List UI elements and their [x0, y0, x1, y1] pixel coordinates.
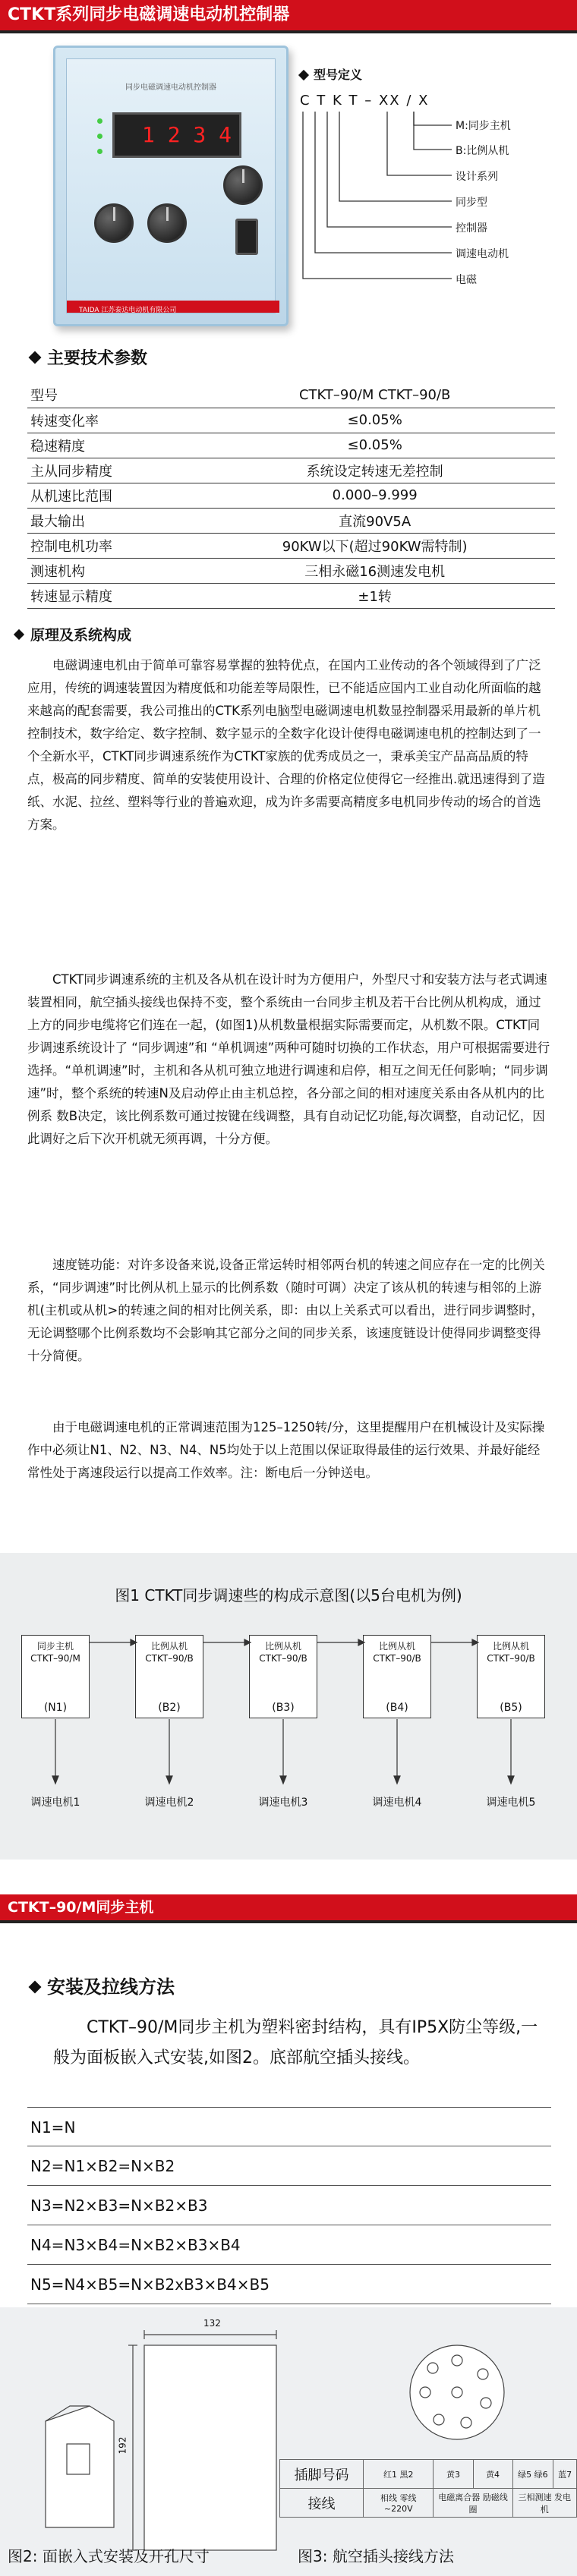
bullet-diamond-icon	[298, 70, 309, 80]
install-paragraph: CTKT–90/M同步主机为塑料密封结构，具有IP5X防尘等级,一般为面板嵌入式安装,如图2。底部航空插头接线。	[53, 2018, 538, 2067]
principle-paragraph-4: 由于电磁调速电机的正常调速范围为125–1250转/分，这里提醒用户在机械设计及实际操作中必须让N1、N2、N3、N4、N5均处于以上范围以保证取得最佳的运行效果、并最好能经常性处于离速段运行以提高工作效率。注：断电后一分钟送电。	[27, 1420, 545, 1480]
spec-label: 转速变化率	[27, 408, 191, 433]
motor-label: 调速电机1	[30, 1797, 80, 1809]
pin-header: 插脚号码	[280, 2460, 364, 2489]
wiring-cell: 相线 零线 ~220V	[364, 2489, 434, 2518]
wiring-header: 接线	[280, 2489, 364, 2518]
divider	[0, 1920, 577, 1923]
ratio-formula: N4=N3×B4=N×B2×B3×B4	[27, 2225, 551, 2265]
unit-speed-label: (B4)	[386, 1702, 408, 1714]
specs-title: 主要技术参数	[30, 345, 147, 369]
model-def-item: B:比例从机	[456, 145, 509, 157]
pin-cell: 黄3	[434, 2460, 473, 2489]
spec-value: 90KW以下(超过90KW需特制)	[191, 533, 555, 558]
adjust-knob	[147, 203, 187, 243]
model-def-item: 设计系列	[456, 171, 498, 183]
figure-2-caption: 图2: 面嵌入式安装及开孔尺寸	[8, 2547, 210, 2565]
height-dimension: 192	[117, 2436, 128, 2455]
header-banner: CTKT系列同步电磁调速电动机控制器	[0, 0, 577, 30]
pin-cell: 黄4	[473, 2460, 512, 2489]
adjust-knob	[94, 203, 134, 243]
table-row	[27, 558, 555, 583]
principle-paragraph-2: CTKT同步调速系统的主机及各从机在设计时为方便用户，外型尺寸和安装方法与老式调速装置相同，航空插头接线也保持不变，整个系统由一台同步主机及若干台比例从机构成，通过上方的同步电缆将它们连在一起，(如图1)从机数量根据实际需要而定，从机数不限。CTKT同步调速系统设计了 “同步调速”和 “单机调速”两种可随时切换的工作状态，用户可根据需要进行选择。“单机调速”时，主机和各从机可独立地进行调速和启停，相互之间无任何影响；“同步调速”时，整个系统的转速N及启动停止由主机总控，各分部之间的相对速度关系由各从机内的比例系 数B决定，该比例系数可通过按键在线调整，具有自动记忆功能,每次调整，自动记忆，因此调好之后下次开机就无须再调，十分方便。	[27, 972, 550, 1146]
bullet-diamond-icon	[14, 629, 24, 640]
motor-label: 调速电机2	[144, 1797, 194, 1809]
spec-label: 型号	[27, 383, 191, 408]
bullet-diamond-icon	[29, 351, 42, 364]
principle-paragraph-3: 速度链功能：对许多设备来说,设备正常运转时相邻两台机的转速之间应存在一定的比例关系，“同步调速”时比例从机上显示的比例系数（随时可调）决定了该从机的转速与相邻的上游机(主机或从机>的转速之间的相对比例关系，即：由以上关系式可以看出，进行同步调整时，无论调整哪个比例系数均不会影响其它部分之间的同步关系，该速度链设计使得同步调整变得十分简便。	[27, 1258, 545, 1363]
figures-2-3	[0, 2307, 577, 2576]
unit-speed-label: (B2)	[158, 1702, 181, 1714]
figure-1	[0, 1553, 577, 1860]
unit-model: CTKT–90/M	[30, 1653, 80, 1664]
model-def-title: 型号定义	[300, 65, 362, 83]
motor-label: 调速电机5	[486, 1797, 536, 1809]
model-def-item: 同步型	[456, 197, 487, 209]
brand-strip-text: TAIDA 江苏泰达电动机有限公司	[79, 307, 177, 314]
table-row	[27, 508, 555, 533]
spec-value: 直流90V5A	[191, 508, 555, 533]
pin-cell: 红1 黑2	[364, 2460, 434, 2489]
spec-label: 稳速精度	[27, 433, 191, 458]
unit-model: CTKT–90/B	[259, 1653, 307, 1664]
unit-label: 比例从机	[264, 1641, 301, 1652]
motor-label: 调速电机4	[372, 1797, 422, 1809]
spec-label: 转速显示精度	[27, 583, 191, 608]
led-display	[112, 112, 241, 158]
model-def-item: 调速电动机	[456, 248, 509, 260]
controller-body	[53, 46, 288, 326]
model-def-item: M:同步主机	[456, 120, 511, 132]
spec-label: 控制电机功率	[27, 533, 191, 558]
spec-value: ≤0.05%	[191, 408, 555, 433]
status-led	[97, 118, 102, 124]
unit-speed-label: (B3)	[272, 1702, 295, 1714]
status-led	[97, 149, 102, 154]
principle-title: 原理及系统构成	[15, 624, 131, 644]
table-row	[280, 2460, 577, 2489]
ratio-formula: N5=N4×B5=N×B2xB3×B4×B5	[27, 2265, 551, 2304]
spec-label: 最大输出	[27, 508, 191, 533]
unit-model: CTKT–90/B	[487, 1653, 535, 1664]
pin-cell: 绿5 绿6	[512, 2460, 553, 2489]
table-row	[27, 583, 555, 608]
ratio-formula: N3=N2×B3=N×B2×B3	[27, 2186, 551, 2225]
pin-cell: 蓝7	[553, 2460, 577, 2489]
unit-speed-label: (B5)	[500, 1702, 522, 1714]
table-row	[27, 533, 555, 558]
principle-paragraph-1: 电磁调速电机由于简单可靠容易掌握的独特优点，在国内工业传动的各个领域得到了广泛应用，传统的调速装置因为精度低和功能差等局限性，已不能适应国内工业自动化所面临的越来越高的配套需要，我公司推出的CTK系列电脑型电磁调速电机数显控制器采用最新的单片机控制技术，数字给定、数字控制、数字显示的全数字化设计使得电磁调速电机的控制达到了一个全新水平，CTKT同步调速系统作为CTKT家族的优秀成员之一，秉承美宝产品高品质的特点，极高的同步精度、简单的安装使用设计、合理的价格定位使得它一经推出.就迅速得到了造纸、水泥、拉丝、塑料等行业的普遍欢迎，成为许多需要高精度多电机同步传动的场合的首选方案。	[27, 658, 545, 832]
model-def-item: 电磁	[456, 274, 477, 286]
ratio-formula: N1=N	[27, 2107, 551, 2146]
section-banner: CTKT–90/M同步主机	[0, 1894, 577, 1920]
display-digits: 1 2 3 4	[141, 122, 232, 147]
adjust-knob	[223, 165, 263, 205]
unit-label: 比例从机	[150, 1641, 188, 1652]
panel-title: 同步电磁调速电动机控制器	[125, 83, 216, 92]
table-row	[27, 483, 555, 508]
table-row	[27, 433, 555, 458]
status-led	[97, 134, 102, 139]
bullet-diamond-icon	[29, 1981, 42, 1994]
mounting-drawing	[0, 2307, 577, 2576]
power-switch	[235, 219, 258, 255]
spec-label: 从机速比范围	[27, 483, 191, 508]
unit-label: 同步主机	[36, 1641, 74, 1652]
spec-value: 三相永磁16测速发电机	[191, 558, 555, 583]
controller-panel	[66, 58, 276, 313]
install-title: 安装及拉线方法	[30, 1972, 175, 1998]
spec-value: ±1转	[191, 583, 555, 608]
unit-speed-label: (N1)	[43, 1702, 68, 1714]
spec-label: 主从同步精度	[27, 458, 191, 483]
spec-table	[27, 383, 555, 609]
model-def-item: 控制器	[456, 222, 487, 235]
unit-label: 比例从机	[492, 1641, 529, 1652]
ratio-formula: N2=N1×B2=N×B2	[27, 2146, 551, 2186]
model-code: C T K T – XX / X	[300, 93, 430, 109]
unit-model: CTKT–90/B	[373, 1653, 421, 1664]
table-row	[27, 383, 555, 408]
unit-label: 比例从机	[378, 1641, 415, 1652]
table-row	[27, 408, 555, 433]
spec-label: 测速机构	[27, 558, 191, 583]
pin-table	[279, 2459, 577, 2518]
motor-label: 调速电机3	[258, 1797, 308, 1809]
table-row	[280, 2489, 577, 2518]
spec-value: 系统设定转速无差控制	[191, 458, 555, 483]
wiring-cell: 三相测速 发电机	[512, 2489, 576, 2518]
wiring-cell: 电磁离合器 励磁线圈	[434, 2489, 512, 2518]
width-dimension: 132	[203, 2318, 221, 2329]
unit-model: CTKT–90/B	[145, 1653, 194, 1664]
figure-3-caption: 图3: 航空插头接线方法	[298, 2547, 454, 2565]
spec-value: ≤0.05%	[191, 433, 555, 458]
divider	[0, 30, 577, 33]
spec-value: 0.000–9.999	[191, 483, 555, 508]
figure-1-title: 图1 CTKT同步调速些的构成示意图(以5台电机为例)	[115, 1586, 462, 1604]
spec-value: CTKT–90/M CTKT–90/B	[191, 383, 555, 408]
table-row	[27, 458, 555, 483]
controller-photo	[53, 46, 288, 326]
